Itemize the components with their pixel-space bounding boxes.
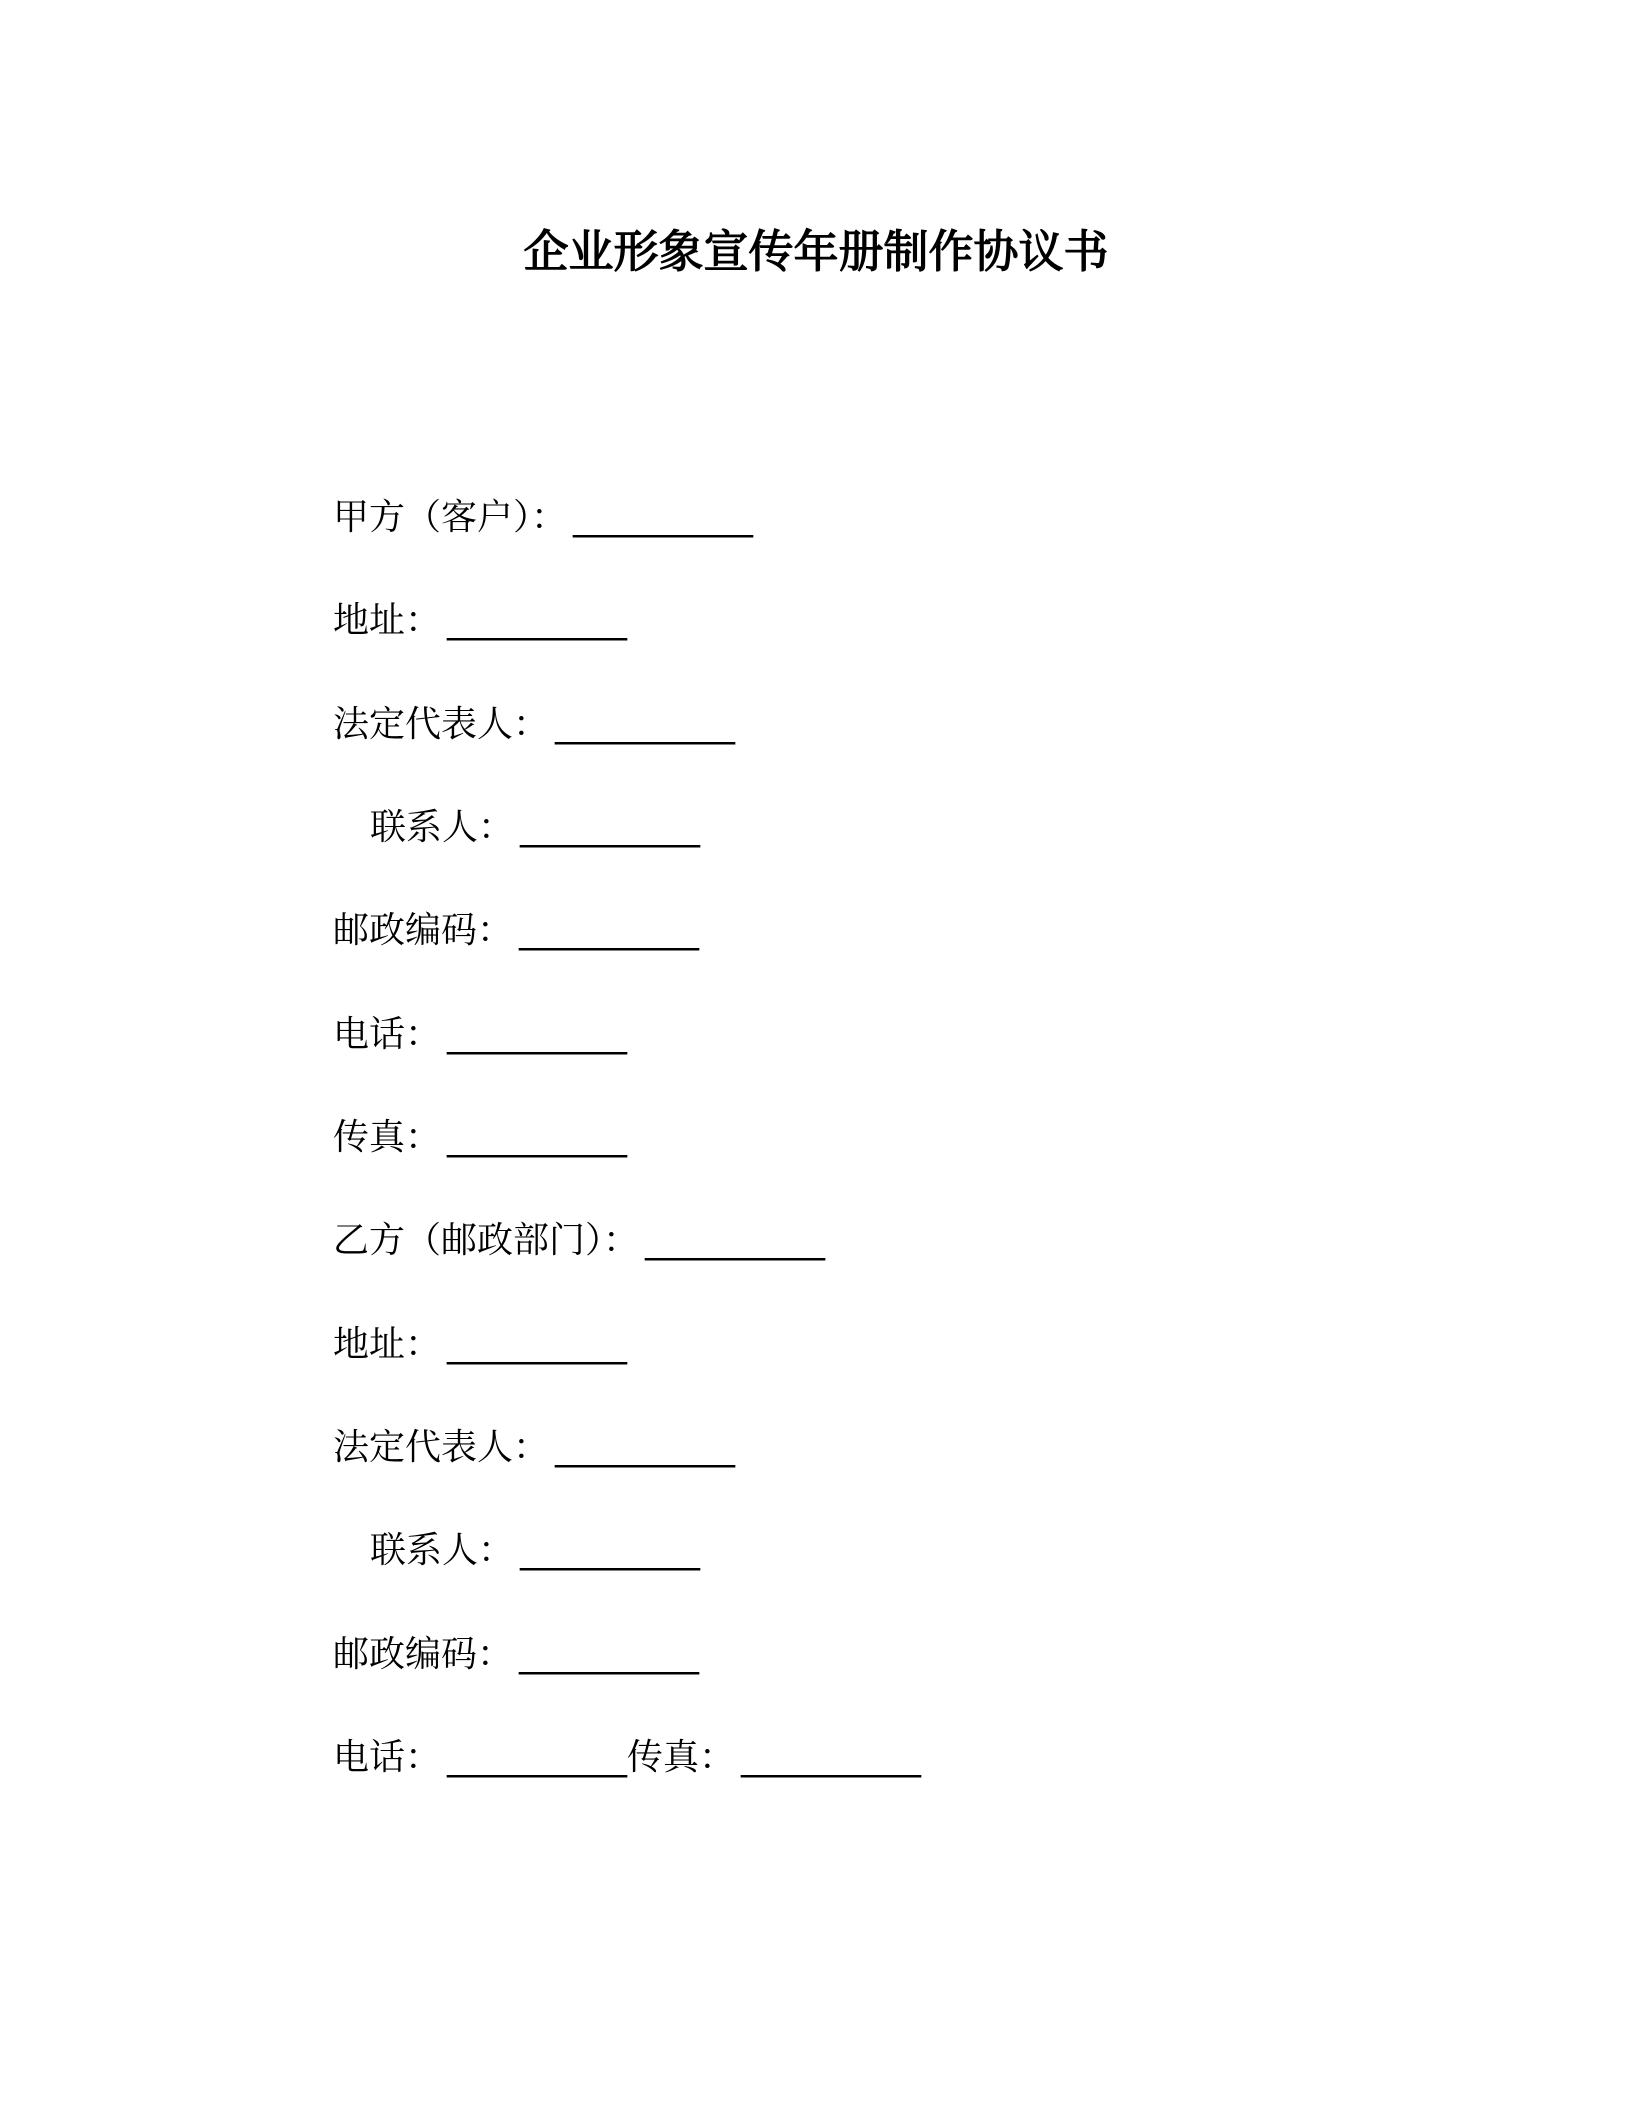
legal-rep-label: 法定代表人： [333, 1426, 550, 1468]
fax-blank: __________ [741, 1736, 922, 1778]
postcode-label: 邮政编码： [333, 1633, 514, 1675]
party-b-phone-fax-row [333, 1706, 1433, 1809]
legal-rep-blank: __________ [555, 703, 736, 745]
party-a-postcode-row [333, 879, 1433, 982]
party-a-blank: __________ [573, 497, 754, 538]
party-b-label: 乙方（邮政部门）： [333, 1220, 640, 1262]
address-blank: __________ [447, 600, 628, 642]
legal-rep-label: 法定代表人： [333, 703, 550, 745]
phone-label: 电话： [333, 1736, 442, 1778]
party-info-fields [333, 466, 1433, 1809]
contact-label: 联系人： [370, 1530, 515, 1572]
contact-label: 联系人： [370, 806, 515, 848]
phone-blank: __________ [447, 1736, 628, 1778]
party-b-address-row [333, 1293, 1433, 1396]
document-title: 企业形象宣传年册制作协议书 [523, 225, 1109, 278]
party-a-phone-row [333, 983, 1433, 1086]
party-a-contact-row [333, 776, 1433, 879]
postcode-label: 邮政编码： [333, 910, 514, 952]
fax-label: 传真： [333, 1116, 442, 1158]
postcode-blank: __________ [519, 910, 700, 952]
party-a-legal-rep-row [333, 673, 1433, 776]
fax-blank: __________ [447, 1116, 628, 1158]
contact-blank: __________ [520, 1530, 701, 1572]
party-b-contact-row [333, 1499, 1433, 1602]
address-blank: __________ [447, 1323, 628, 1365]
address-label: 地址： [333, 1323, 442, 1365]
phone-label: 电话： [333, 1013, 442, 1055]
party-a-fax-row [333, 1086, 1433, 1189]
party-b-name-row [333, 1189, 1433, 1292]
party-b-postcode-row [333, 1603, 1433, 1706]
postcode-blank: __________ [519, 1633, 700, 1675]
party-a-name-row [333, 466, 1433, 569]
phone-blank: __________ [447, 1013, 628, 1055]
fax-label: 传真： [627, 1736, 736, 1778]
address-label: 地址： [333, 600, 442, 642]
party-a-address-row [333, 569, 1433, 672]
party-b-legal-rep-row [333, 1396, 1433, 1499]
contact-blank: __________ [520, 806, 701, 848]
legal-rep-blank: __________ [555, 1426, 736, 1468]
party-a-label: 甲方（客户）： [333, 497, 568, 538]
party-b-blank: __________ [645, 1220, 826, 1262]
